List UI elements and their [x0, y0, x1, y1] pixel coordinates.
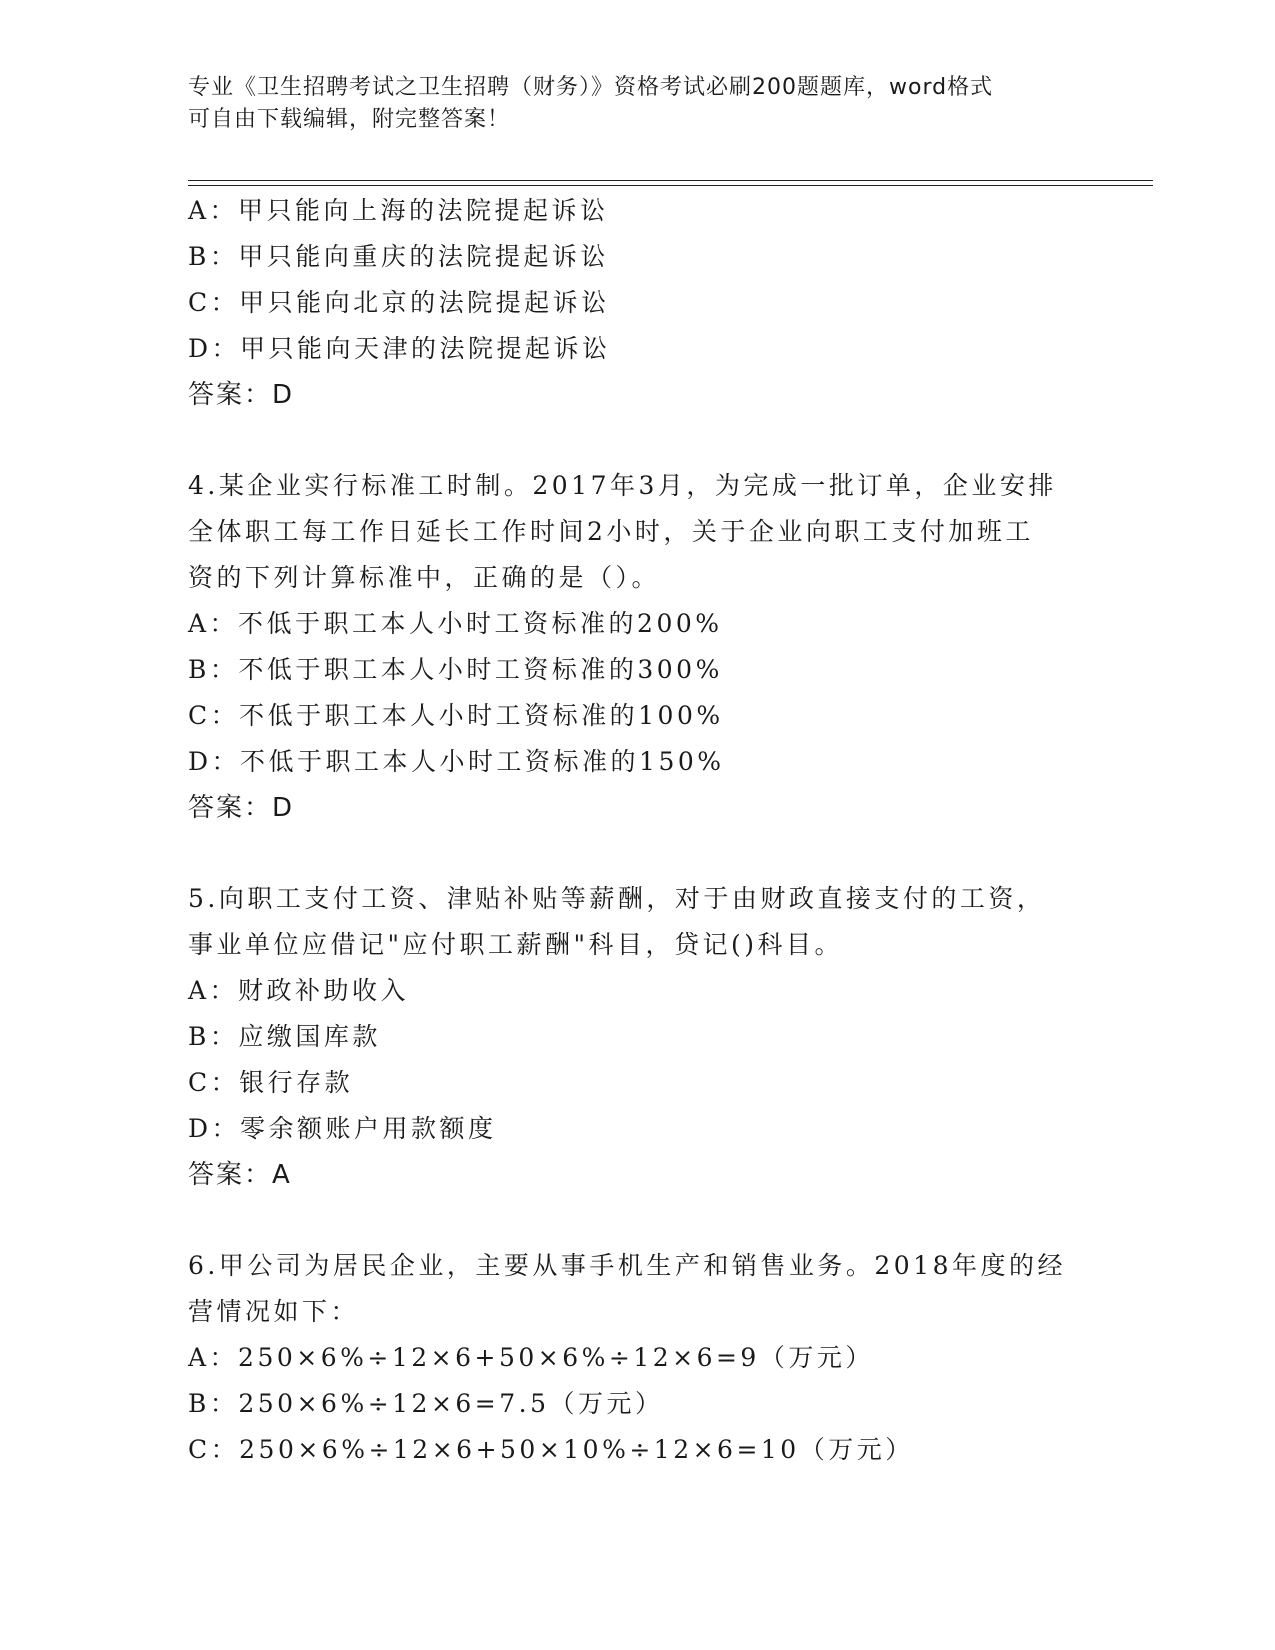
question-3 — [188, 188, 1068, 418]
header-line-1: 专业《卫生招聘考试之卫生招聘（财务）》资格考试必刷200题题库，word格式 — [188, 75, 994, 100]
header-divider-top — [188, 180, 1153, 181]
question-stem-line: 营情况如下： — [188, 1297, 360, 1326]
question-stem-line: 全体职工每工作日延长工作时间2小时，关于企业向职工支付加班工 — [188, 517, 1034, 546]
answer: 答案：D — [188, 380, 295, 410]
question-stem-line: 资的下列计算标准中，正确的是（）。 — [188, 563, 661, 592]
option-b: B：不低于职工本人小时工资标准的300% — [188, 655, 723, 684]
document-header — [188, 72, 1068, 136]
question-stem-line: 4.某企业实行标准工时制。2017年3月，为完成一批订单，企业安排 — [188, 471, 1057, 500]
question-stem-line: 5.向职工支付工资、津贴补贴等薪酬，对于由财政直接支付的工资， — [188, 884, 1046, 913]
option-d: D：不低于职工本人小时工资标准的150% — [188, 747, 725, 776]
question-4 — [188, 463, 1068, 831]
option-d: D：甲只能向天津的法院提起诉讼 — [188, 334, 611, 363]
question-stem-line: 事业单位应借记"应付职工薪酬"科目，贷记()科目。 — [188, 930, 844, 959]
option-b: B：250×6%÷12×6=7.5（万元） — [188, 1389, 664, 1418]
option-d: D：零余额账户用款额度 — [188, 1114, 497, 1143]
option-a: A：250×6%÷12×6+50×6%÷12×6=9（万元） — [188, 1343, 874, 1372]
question-6 — [188, 1243, 1068, 1473]
spacer — [188, 418, 1068, 463]
spacer — [188, 1198, 1068, 1243]
option-c: C：不低于职工本人小时工资标准的100% — [188, 701, 724, 730]
header-line-2: 可自由下载编辑，附完整答案！ — [188, 107, 511, 132]
answer: 答案：D — [188, 793, 295, 823]
option-a: A：甲只能向上海的法院提起诉讼 — [188, 196, 609, 225]
header-divider-bottom — [188, 185, 1153, 186]
option-c: C：银行存款 — [188, 1068, 354, 1097]
answer: 答案：A — [188, 1160, 292, 1190]
option-c: C：甲只能向北京的法院提起诉讼 — [188, 288, 610, 317]
question-stem-line: 6.甲公司为居民企业，主要从事手机生产和销售业务。2018年度的经 — [188, 1251, 1066, 1280]
question-5 — [188, 876, 1068, 1198]
option-a: A：不低于职工本人小时工资标准的200% — [188, 609, 723, 638]
spacer — [188, 831, 1068, 876]
option-b: B：甲只能向重庆的法院提起诉讼 — [188, 242, 609, 271]
question-content — [188, 188, 1068, 1473]
option-a: A：财政补助收入 — [188, 976, 410, 1005]
option-c: C：250×6%÷12×6+50×10%÷12×6=10（万元） — [188, 1435, 914, 1464]
option-b: B：应缴国库款 — [188, 1022, 381, 1051]
